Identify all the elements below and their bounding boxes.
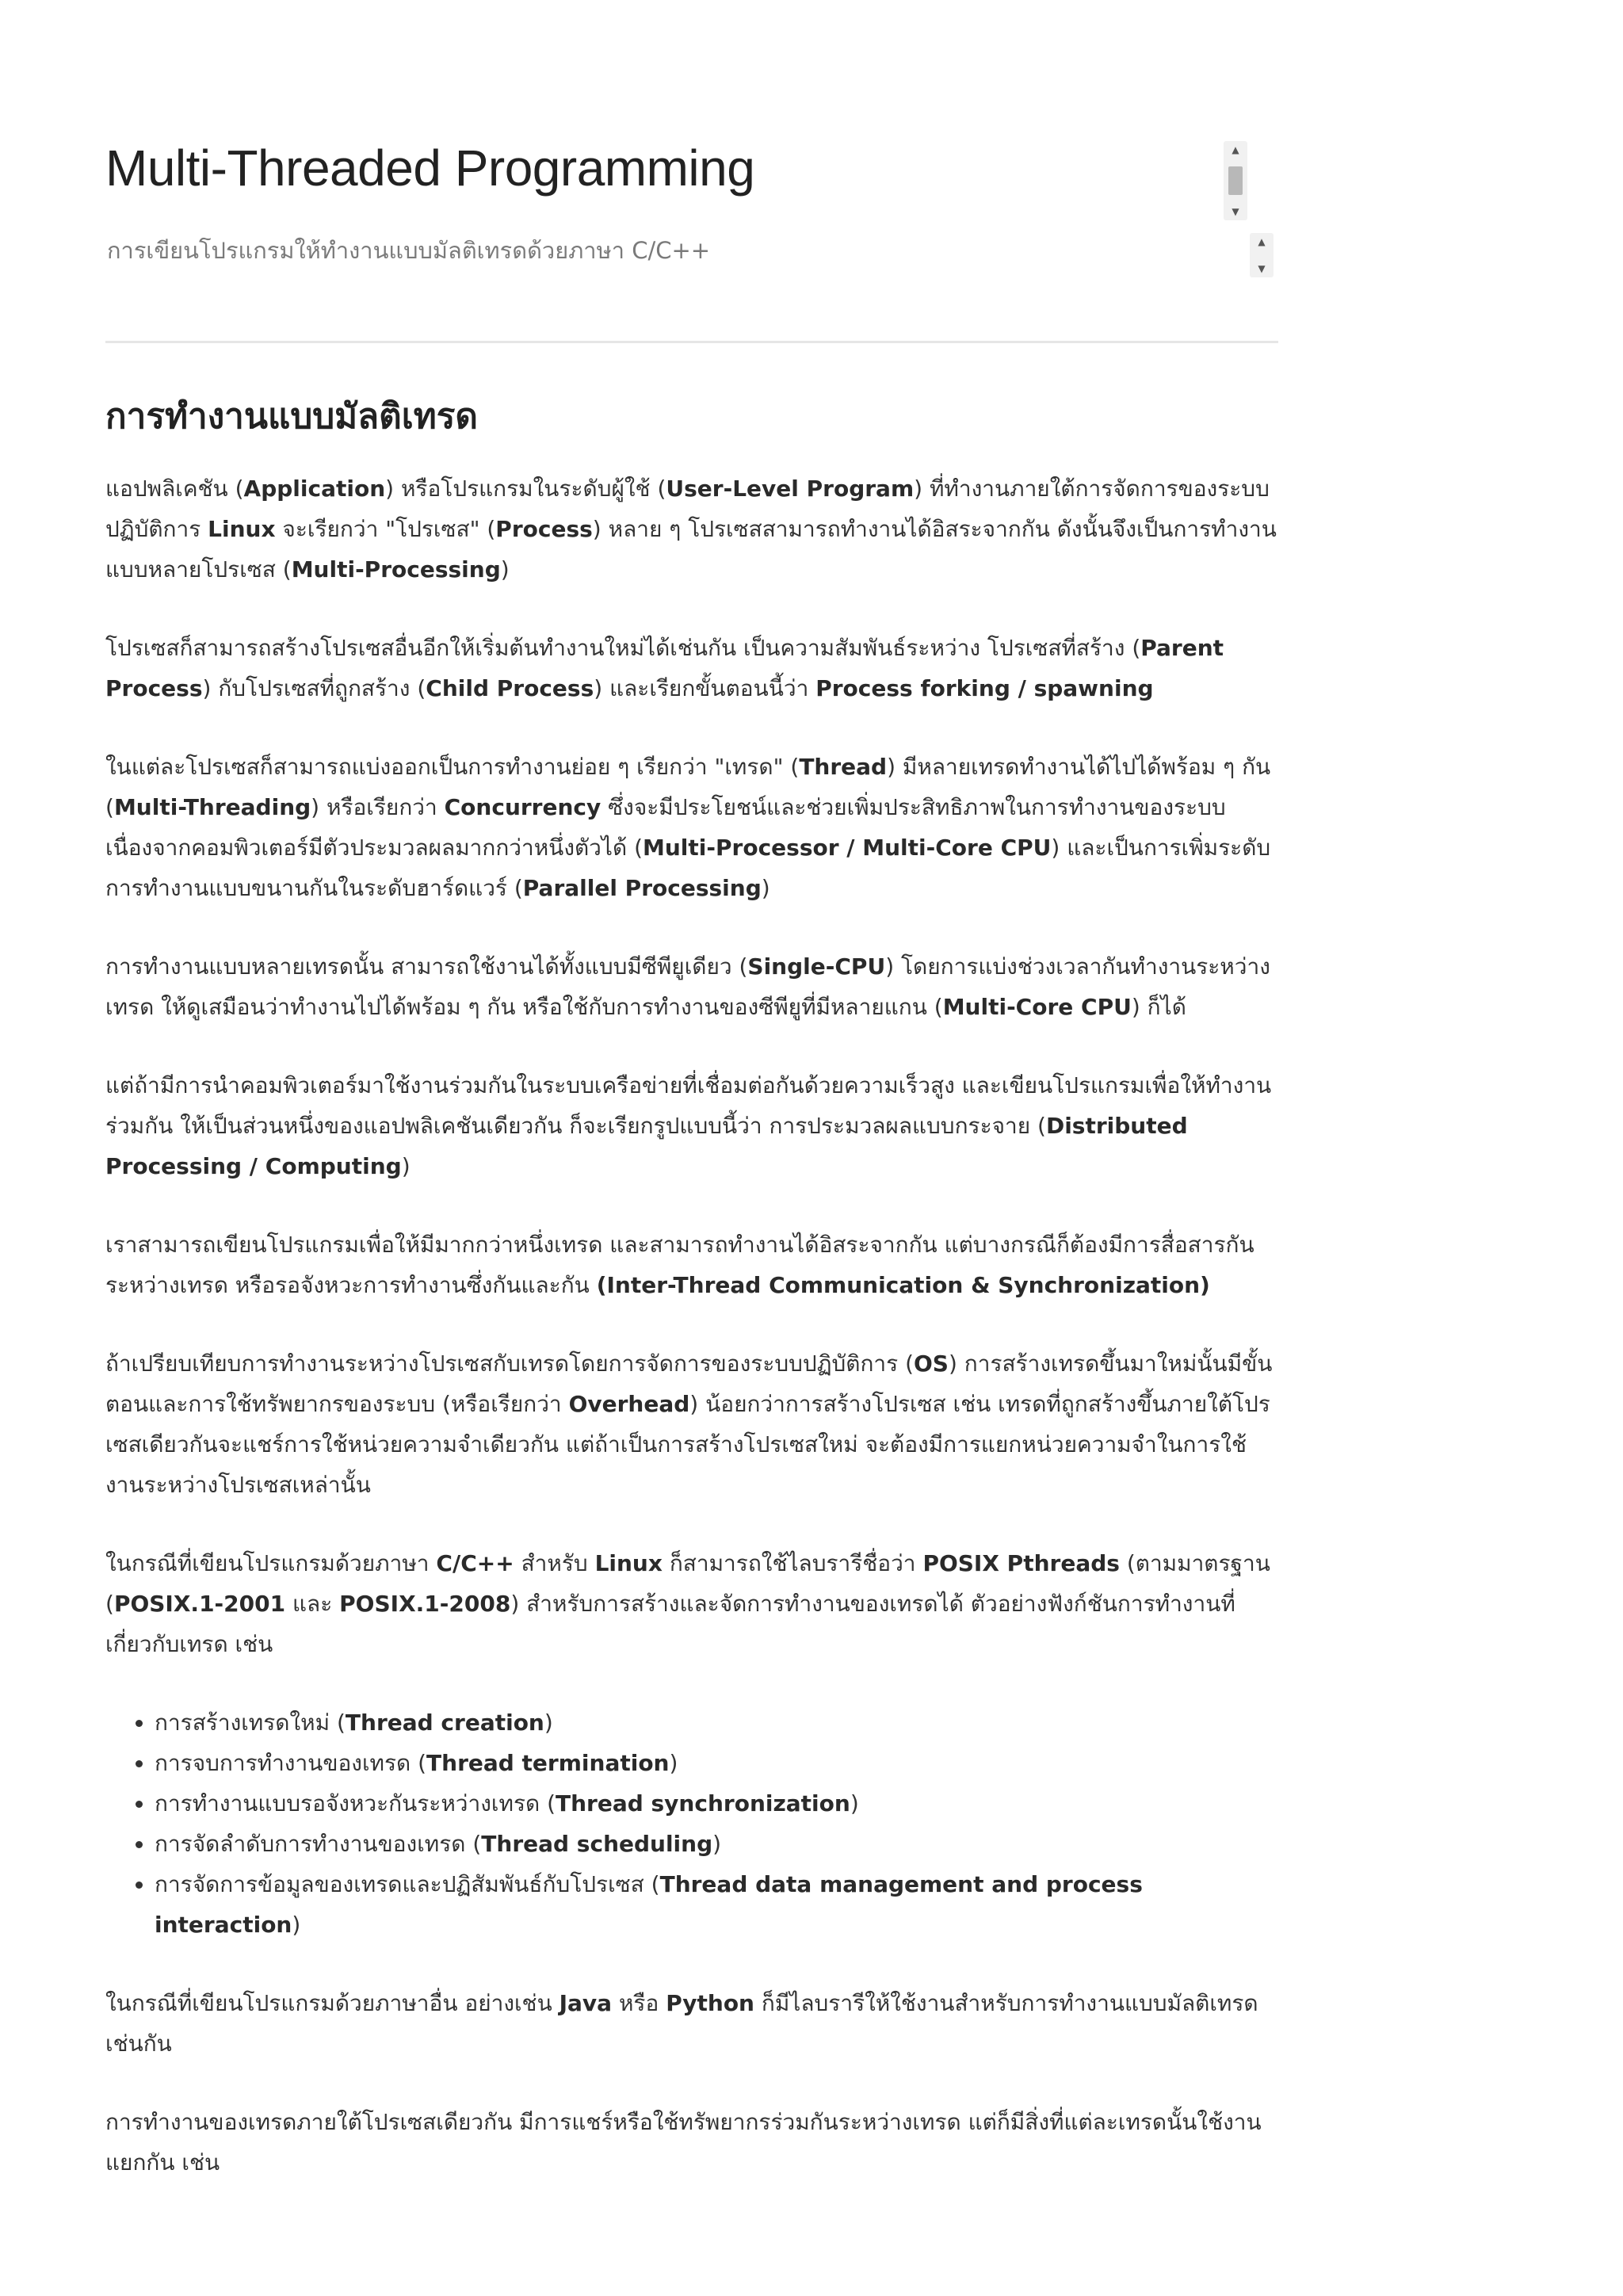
text-run: ) bbox=[712, 1830, 722, 1857]
paragraph bbox=[105, 747, 1278, 908]
list-item bbox=[155, 1864, 1278, 1945]
scroll-down-arrow-icon[interactable]: ▼ bbox=[1232, 206, 1239, 217]
bold-term: User-Level Program bbox=[666, 475, 915, 502]
text-run: ) bbox=[669, 1749, 678, 1776]
bold-term: Linux bbox=[594, 1549, 663, 1576]
text-run: ในกรณีที่เขียนโปรแกรมด้วยภาษาอื่น อย่างเช่น bbox=[105, 1989, 559, 2016]
bold-term: Thread termination bbox=[426, 1749, 670, 1776]
bold-term: Multi-Threading bbox=[113, 793, 311, 820]
bold-term: Java bbox=[559, 1989, 613, 2016]
text-run: ) bbox=[292, 1911, 301, 1938]
paragraph-group bbox=[105, 468, 1278, 1664]
page-title: Multi-Threaded Programming bbox=[105, 139, 755, 197]
thread-functions-list bbox=[105, 1702, 1278, 1945]
bold-term: Thread scheduling bbox=[481, 1830, 713, 1857]
bold-term: POSIX.1-2008 bbox=[339, 1590, 511, 1617]
text-run: การจัดลำดับการทำงานของเทรด ( bbox=[155, 1830, 482, 1857]
bold-term: Python bbox=[666, 1989, 754, 2016]
bold-term: Process forking / spawning bbox=[815, 674, 1154, 701]
list-item bbox=[155, 1743, 1278, 1783]
bold-term: Application bbox=[243, 475, 386, 502]
bold-term: Parallel Processing bbox=[522, 874, 762, 901]
scroll-down-arrow-icon[interactable]: ▼ bbox=[1258, 263, 1266, 274]
bold-term: Multi-Core CPU bbox=[942, 993, 1132, 1020]
bold-term: Concurrency bbox=[444, 793, 601, 820]
text-run: ) ก็ได้ bbox=[1131, 993, 1186, 1020]
text-run: ซึ่งจะมีประโยชน์และช่วยเพิ่มประสิทธิภาพในการทำงานของระบบเนื่องจากคอมพิวเตอร์มีตัวประมวลผลมากกว่าหนึ่งตัวได้ ( bbox=[105, 793, 1226, 861]
bold-term: Thread creation bbox=[345, 1709, 544, 1736]
text-run: ) หรือโปรแกรมในระดับผู้ใช้ ( bbox=[385, 475, 666, 502]
text-run: และ bbox=[285, 1590, 340, 1617]
text-run: เราสามารถเขียนโปรแกรมเพื่อให้มีมากกว่าหนึ่งเทรด และสามารถทำงานได้อิสระจากกัน แต่บางกรณีก็ต้องมีการสื่อสารกันระหว่างเทรด หรือรอจังหวะการทำงานซึ่งกันและกัน bbox=[105, 1231, 1254, 1298]
bold-term: Child Process bbox=[426, 674, 594, 701]
paragraph bbox=[105, 1065, 1278, 1186]
page-subtitle: การเขียนโปรแกรมให้ทำงานแบบมัลติเทรดด้วยภาษา C/C++ bbox=[107, 237, 711, 264]
text-run: การทำงานของเทรดภายใต้โปรเซสเดียวกัน มีการแชร์หรือใช้ทรัพยากรร่วมกันระหว่างเทรด แต่ก็มีสิ่งที่แต่ละเทรดนั้นใช้งานแยกกัน เช่น bbox=[105, 2108, 1262, 2176]
paragraph bbox=[105, 2102, 1278, 2183]
text-run: ) ที่ทำงานภายใต้การจัดการของระบบปฏิบัติการ bbox=[105, 475, 1270, 542]
text-run: จะเรียกว่า "โปรเซส" ( bbox=[275, 515, 496, 542]
paragraph bbox=[105, 1343, 1278, 1505]
text-run: ) หรือเรียกว่า bbox=[311, 793, 445, 820]
text-run: หรือ bbox=[612, 1989, 666, 2016]
text-run: สำหรับ bbox=[514, 1549, 595, 1576]
paragraph bbox=[105, 1983, 1278, 2064]
bold-term: Thread synchronization bbox=[556, 1790, 850, 1817]
bold-term: Overhead bbox=[568, 1390, 690, 1417]
text-run: ) bbox=[850, 1790, 859, 1817]
bold-term: Linux bbox=[208, 515, 276, 542]
text-run: แต่ถ้ามีการนำคอมพิวเตอร์มาใช้งานร่วมกันในระบบเครือข่ายที่เชื่อมต่อกันด้วยความเร็วสูง และเขียนโปรแกรมเพื่อให้ทำงานร่วมกัน ให้เป็นส่วนหนึ่งของแอปพลิเคชันเดียวกัน ก็จะเรียกรูปแบบนี้ว่า การประมวลผลแบบกระจาย ( bbox=[105, 1072, 1272, 1139]
text-run: การทำงานแบบหลายเทรดนั้น สามารถใช้งานได้ทั้งแบบมีซีพียูเดียว ( bbox=[105, 953, 748, 980]
document-header bbox=[105, 139, 1278, 264]
text-run: ในกรณีที่เขียนโปรแกรมด้วยภาษา bbox=[105, 1549, 437, 1576]
subtitle-scrollbar[interactable] bbox=[1250, 233, 1274, 277]
text-run: การจัดการข้อมูลของเทรดและปฏิสัมพันธ์กับโปรเซส ( bbox=[155, 1870, 660, 1897]
bold-term: POSIX Pthreads bbox=[922, 1549, 1120, 1576]
paragraph bbox=[105, 628, 1278, 709]
text-run: ) มีหลายเทรดทำงานได้ไปได้พร้อม ๆ กัน ( bbox=[105, 753, 1271, 820]
bold-term: Parent Process bbox=[105, 634, 1224, 701]
bold-term: C/C++ bbox=[436, 1549, 514, 1576]
text-run: ในแต่ละโปรเซสก็สามารถแบ่งออกเป็นการทำงานย่อย ๆ เรียกว่า "เทรด" ( bbox=[105, 753, 800, 780]
text-run: การสร้างเทรดใหม่ ( bbox=[155, 1709, 346, 1736]
bold-term: POSIX.1-2001 bbox=[113, 1590, 286, 1617]
paragraph bbox=[105, 468, 1278, 590]
text-run: การทำงานแบบรอจังหวะกันระหว่างเทรด ( bbox=[155, 1790, 556, 1817]
bold-term: Thread data management and process interaction bbox=[155, 1870, 1143, 1938]
list-item bbox=[155, 1824, 1278, 1864]
bold-term: Multi-Processing bbox=[291, 556, 501, 583]
text-run: ) bbox=[500, 556, 510, 583]
text-run: ) กับโปรเซสที่ถูกสร้าง ( bbox=[202, 674, 426, 701]
paragraph bbox=[105, 1543, 1278, 1664]
text-run: ) และเป็นการเพิ่มระดับการทำงานแบบขนานกันในระดับฮาร์ดแวร์ ( bbox=[105, 834, 1271, 901]
paragraph bbox=[105, 946, 1278, 1027]
text-run: ) สำหรับการสร้างและจัดการทำงานของเทรดได้ ตัวอย่างฟังก์ชันการทำงานที่เกี่ยวกับเทรด เช่น bbox=[105, 1590, 1235, 1657]
scroll-up-arrow-icon[interactable]: ▲ bbox=[1258, 236, 1266, 247]
text-run: การจบการทำงานของเทรด ( bbox=[155, 1749, 427, 1776]
text-run: ก็สามารถใช้ไลบรารีชื่อว่า bbox=[662, 1549, 923, 1576]
text-run: ) โดยการแบ่งช่วงเวลากันทำงานระหว่างเทรด ให้ดูเสมือนว่าทำงานไปได้พร้อม ๆ กัน หรือใช้กับการทำงานของซีพียูที่มีหลายแกน ( bbox=[105, 953, 1270, 1020]
bold-term: Distributed Processing / Computing bbox=[105, 1112, 1188, 1179]
bold-term: (Inter-Thread Communication & Synchronization) bbox=[596, 1271, 1210, 1298]
bold-term: OS bbox=[914, 1350, 949, 1377]
text-run: โปรเซสก็สามารถสร้างโปรเซสอื่นอีกให้เริ่มต้นทำงานใหม่ได้เช่นกัน เป็นความสัมพันธ์ระหว่าง โปรเซสที่สร้าง ( bbox=[105, 634, 1141, 661]
title-scrollbar[interactable] bbox=[1224, 141, 1247, 220]
bold-term: Multi-Processor / Multi-Core CPU bbox=[643, 834, 1052, 861]
section-heading: การทำงานแบบมัลติเทรด bbox=[105, 396, 478, 437]
list-item bbox=[155, 1702, 1278, 1743]
bold-term: Process bbox=[495, 515, 593, 542]
text-run: แอปพลิเคชัน ( bbox=[105, 475, 244, 502]
text-run: ก็มีไลบรารีให้ใช้งานสำหรับการทำงานแบบมัลติเทรดเช่นกัน bbox=[105, 1989, 1258, 2057]
scroll-thumb[interactable] bbox=[1228, 166, 1243, 195]
text-run: ถ้าเปรียบเทียบการทำงานระหว่างโปรเซสกับเทรดโดยการจัดการของระบบปฏิบัติการ ( bbox=[105, 1350, 914, 1377]
header-divider bbox=[105, 341, 1278, 343]
bold-term: Thread bbox=[799, 753, 888, 780]
text-run: ) น้อยกว่าการสร้างโปรเซส เช่น เทรดที่ถูกสร้างขึ้นภายใต้โปรเซสเดียวกันจะแชร์การใช้หน่วยความจำเดียวกัน แต่ถ้าเป็นการสร้างโปรเซสใหม่ จะต้องมีการแยกหน่วยความจำในการใช้งานระหว่างโปรเซสเหล่านั้น bbox=[105, 1390, 1270, 1498]
scroll-up-arrow-icon[interactable]: ▲ bbox=[1232, 144, 1239, 155]
text-run: ) หลาย ๆ โปรเซสสามารถทำงานได้อิสระจากกัน ดังนั้นจึงเป็นการทำงานแบบหลายโปรเซส ( bbox=[105, 515, 1277, 583]
text-run: ) การสร้างเทรดขึ้นมาใหม่นั้นมีขั้นตอนและการใช้ทรัพยากรของระบบ (หรือเรียกว่า bbox=[105, 1350, 1273, 1417]
paragraph bbox=[105, 1224, 1278, 1305]
article-body bbox=[105, 396, 1278, 2221]
list-item bbox=[155, 1783, 1278, 1824]
text-run: ) และเรียกขั้นตอนนี้ว่า bbox=[594, 674, 816, 701]
text-run: ) bbox=[401, 1152, 411, 1179]
text-run: ) bbox=[544, 1709, 553, 1736]
text-run: (ตามมาตรฐาน ( bbox=[105, 1549, 1270, 1617]
bold-term: Single-CPU bbox=[747, 953, 886, 980]
text-run: ) bbox=[761, 874, 770, 901]
paragraph-group bbox=[105, 1983, 1278, 2183]
